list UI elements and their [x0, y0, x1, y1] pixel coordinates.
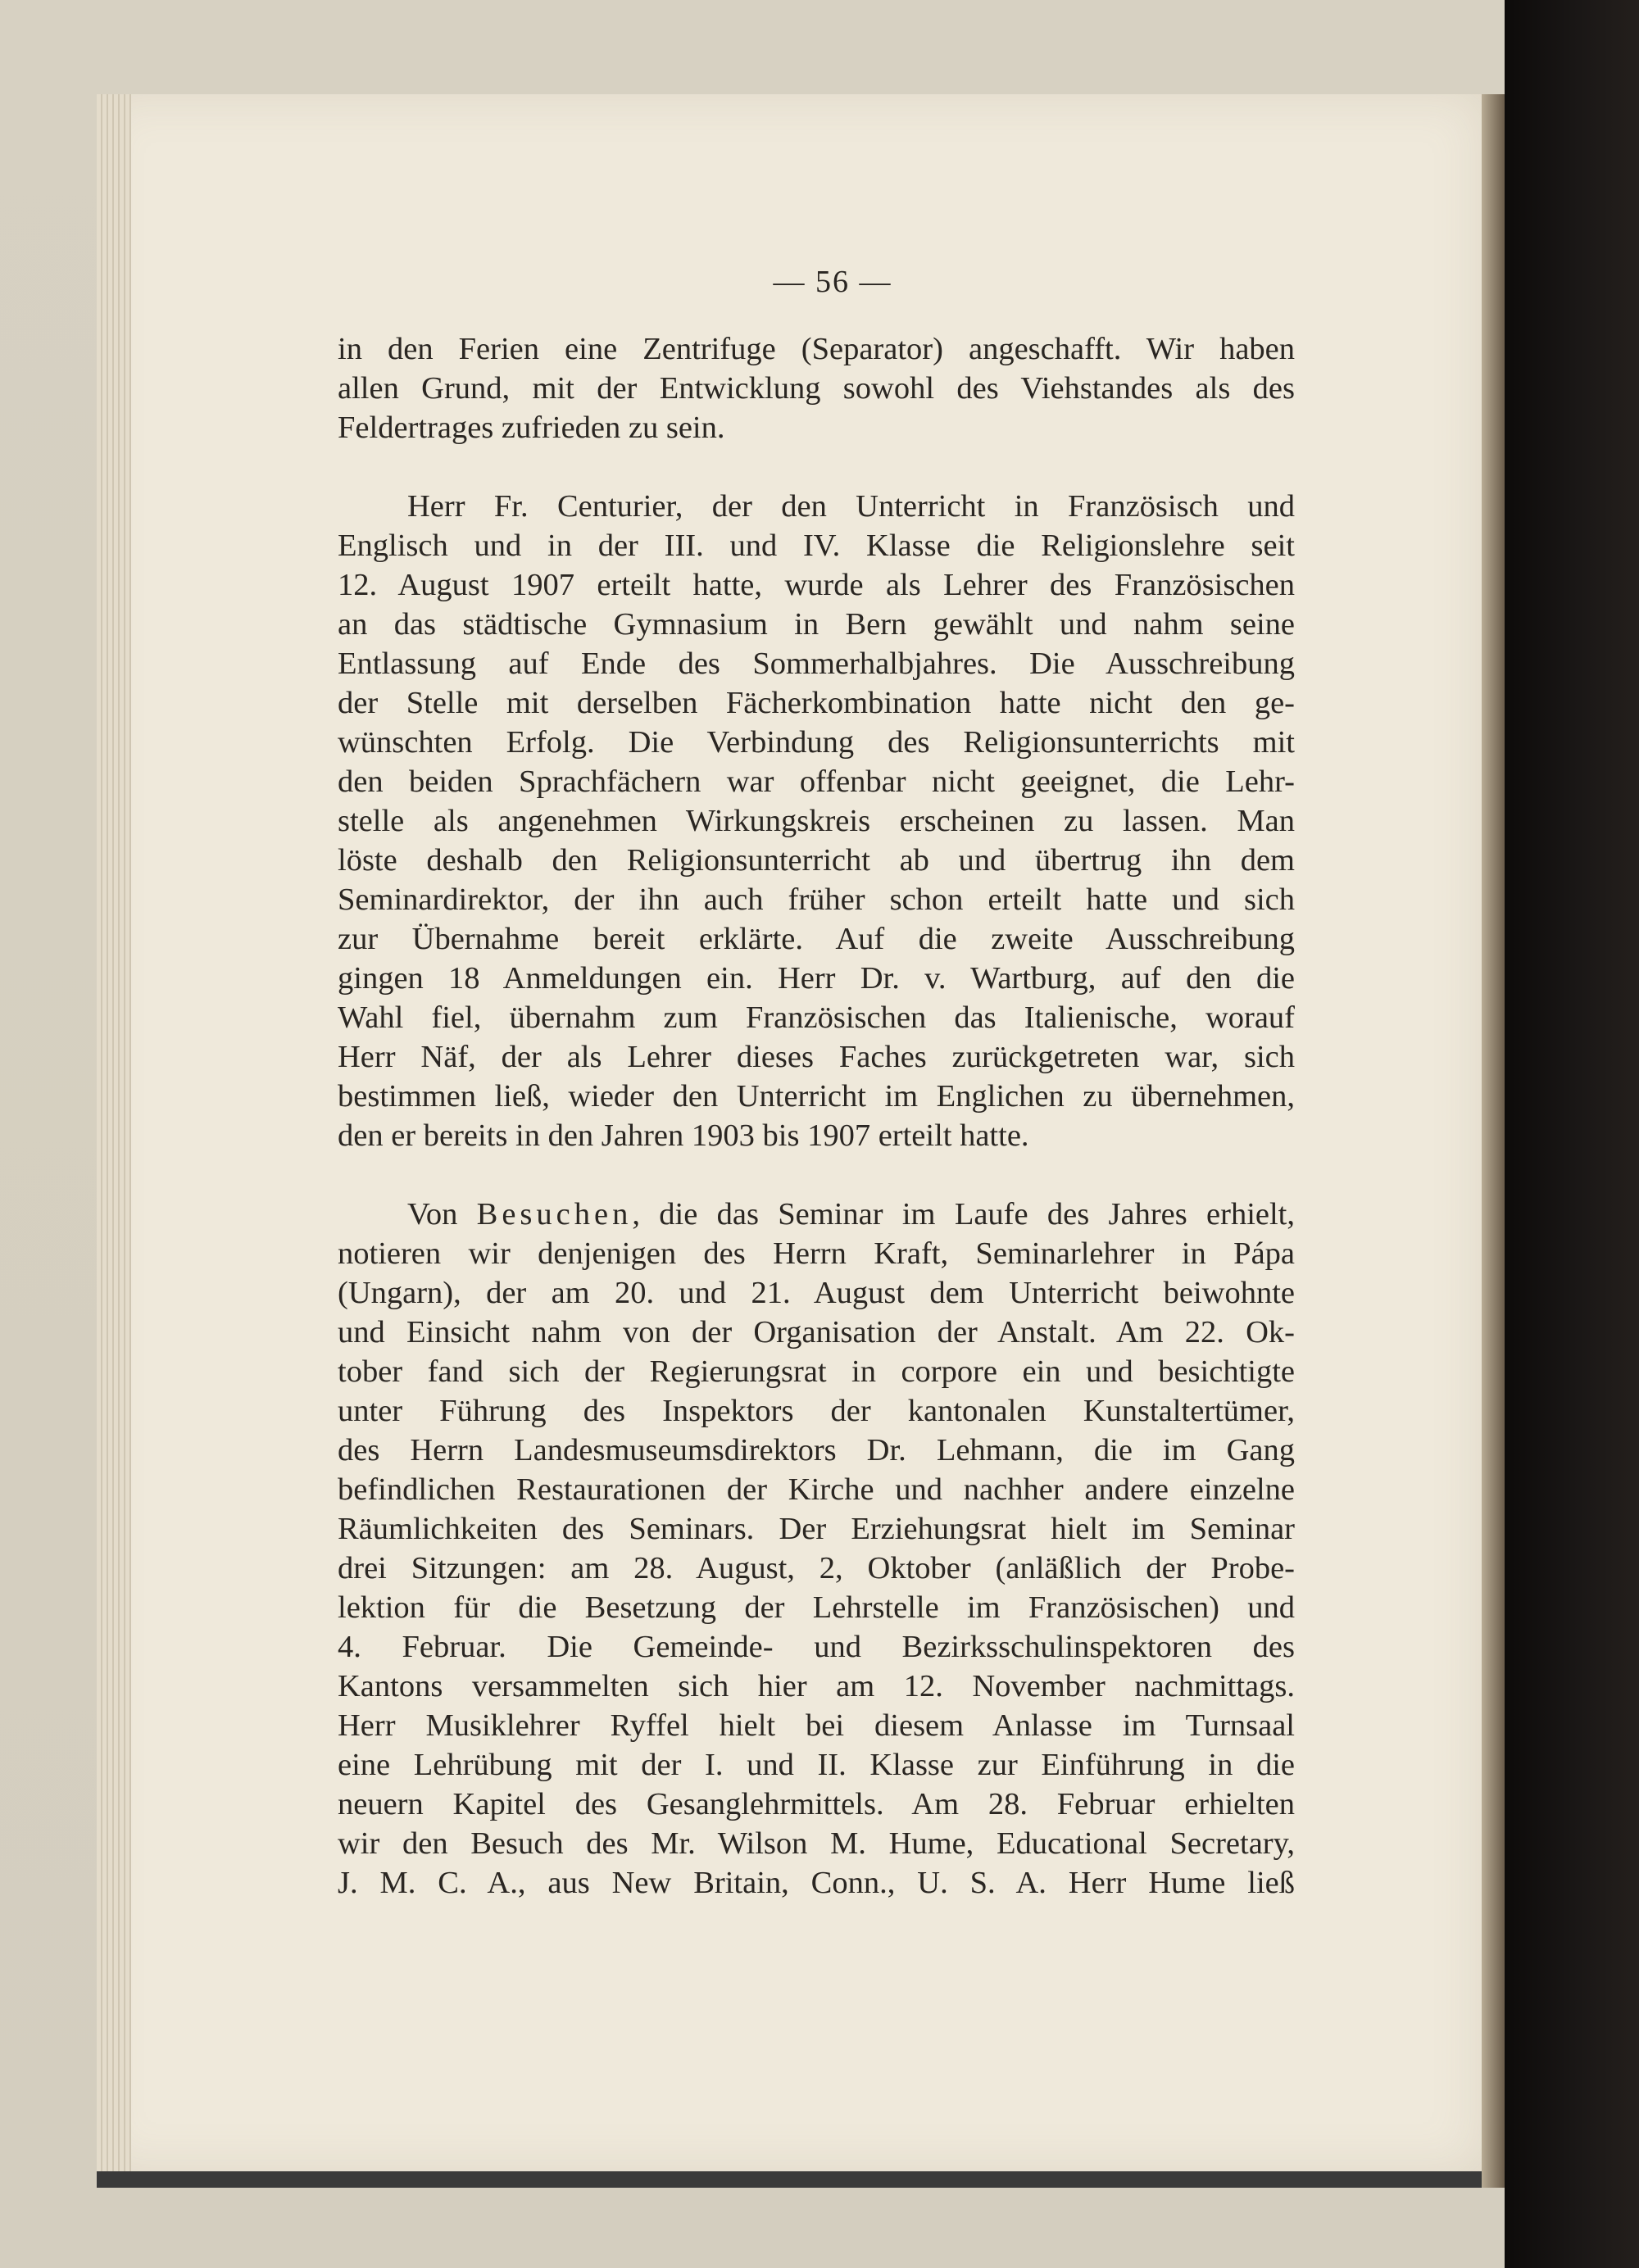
text-line: stelle als angenehmen Wirkungskreis erscheinen zu lassen. Man	[338, 804, 1295, 838]
paragraph-1	[338, 329, 1295, 447]
text-line: Herr Näf, der als Lehrer dieses Faches zurückgetreten war, sich	[338, 1040, 1295, 1074]
text-line: wir den Besuch des Mr. Wilson M. Hume, Educational Secretary,	[338, 1826, 1295, 1861]
text-line: tober fand sich der Regierungsrat in corpore ein und besichtigte	[338, 1354, 1295, 1389]
text-line: Entlassung auf Ende des Sommerhalbjahres. Die Ausschreibung	[338, 646, 1295, 681]
text-block	[338, 262, 1295, 1903]
text-line: löste deshalb den Religionsunterricht ab und übertrug ihn dem	[338, 843, 1295, 878]
text-line: des Herrn Landesmuseumsdirektors Dr. Lehmann, die im Gang	[338, 1433, 1295, 1467]
text-line: Kantons versammelten sich hier am 12. November nachmittags.	[338, 1669, 1295, 1703]
text-line: den beiden Sprachfächern war offenbar nicht geeignet, die Lehr-	[338, 764, 1295, 799]
text-line: drei Sitzungen: am 28. August, 2, Oktober (anläßlich der Probe-	[338, 1551, 1295, 1585]
text-line: eine Lehrübung mit der I. und II. Klasse zur Einführung in die	[338, 1748, 1295, 1782]
text-line: (Ungarn), der am 20. und 21. August dem Unterricht beiwohnte	[338, 1276, 1295, 1310]
text-line: Seminardirektor, der ihn auch früher schon erteilt hatte und sich	[338, 882, 1295, 917]
text-line: gingen 18 Anmeldungen ein. Herr Dr. v. Wartburg, auf den die	[338, 961, 1295, 996]
text-line: Herr Musiklehrer Ryffel hielt bei diesem Anlasse im Turnsaal	[338, 1708, 1295, 1743]
text-line: zur Übernahme bereit erklärte. Auf die zweite Ausschreibung	[338, 922, 1295, 956]
text-line: unter Führung des Inspektors der kantonalen Kunstaltertümer,	[338, 1394, 1295, 1428]
text-line: bestimmen ließ, wieder den Unterricht im Englichen zu übernehmen,	[338, 1079, 1295, 1114]
gutter-shadow	[1482, 94, 1505, 2188]
text-line: notieren wir denjenigen des Herrn Kraft, Seminarlehrer in Pápa	[338, 1236, 1295, 1271]
text-line: Herr Fr. Centurier, der den Unterricht in Französisch und	[407, 489, 1295, 524]
text-line	[338, 1195, 1295, 1234]
text-line: an das städtische Gymnasium in Bern gewählt und nahm seine	[338, 607, 1295, 642]
text-fragment: , die das Seminar im Laufe des Jahres erhielt,	[632, 1197, 1296, 1232]
page-number: — 56 —	[773, 265, 892, 299]
page-stack-edge	[97, 94, 131, 2171]
text-line: neuern Kapitel des Gesanglehrmittels. Am 28. Februar erhielten	[338, 1787, 1295, 1821]
text-line: allen Grund, mit der Entwicklung sowohl des Viehstandes als des	[338, 371, 1295, 406]
page-bottom-shadow	[97, 2171, 1482, 2188]
book-spine	[1505, 0, 1639, 2268]
text-line: Wahl fiel, übernahm zum Französischen das Italienische, worauf	[338, 1000, 1295, 1035]
text-line: lektion für die Besetzung der Lehrstelle im Französischen) und	[338, 1590, 1295, 1625]
text-line: den er bereits in den Jahren 1903 bis 1907 erteilt hatte.	[338, 1118, 1029, 1153]
text-line: in den Ferien eine Zentrifuge (Separator) angeschafft. Wir haben	[338, 332, 1295, 366]
text-line: befindlichen Restaurationen der Kirche und nachher andere einzelne	[338, 1472, 1295, 1507]
paragraph-2	[338, 487, 1295, 1155]
text-line: J. M. C. A., aus New Britain, Conn., U. S. A. Herr Hume ließ	[338, 1866, 1295, 1900]
text-fragment: Von	[407, 1197, 477, 1232]
spaced-emphasis: Besuchen	[476, 1197, 633, 1232]
text-line: der Stelle mit derselben Fächerkombination hatte nicht den ge-	[338, 686, 1295, 720]
text-line: Räumlichkeiten des Seminars. Der Erziehungsrat hielt im Seminar	[338, 1512, 1295, 1546]
text-line: wünschten Erfolg. Die Verbindung des Religionsunterrichts mit	[338, 725, 1295, 760]
text-line: 12. August 1907 erteilt hatte, wurde als Lehrer des Französischen	[338, 568, 1295, 602]
text-line: Englisch und in der III. und IV. Klasse die Religionslehre seit	[338, 528, 1295, 563]
text-line: Feldertrages zufrieden zu sein.	[338, 411, 725, 445]
paragraph-3	[338, 1195, 1295, 1903]
text-line: 4. Februar. Die Gemeinde- und Bezirksschulinspektoren des	[338, 1630, 1295, 1664]
text-line: und Einsicht nahm von der Organisation der Anstalt. Am 22. Ok-	[338, 1315, 1295, 1349]
